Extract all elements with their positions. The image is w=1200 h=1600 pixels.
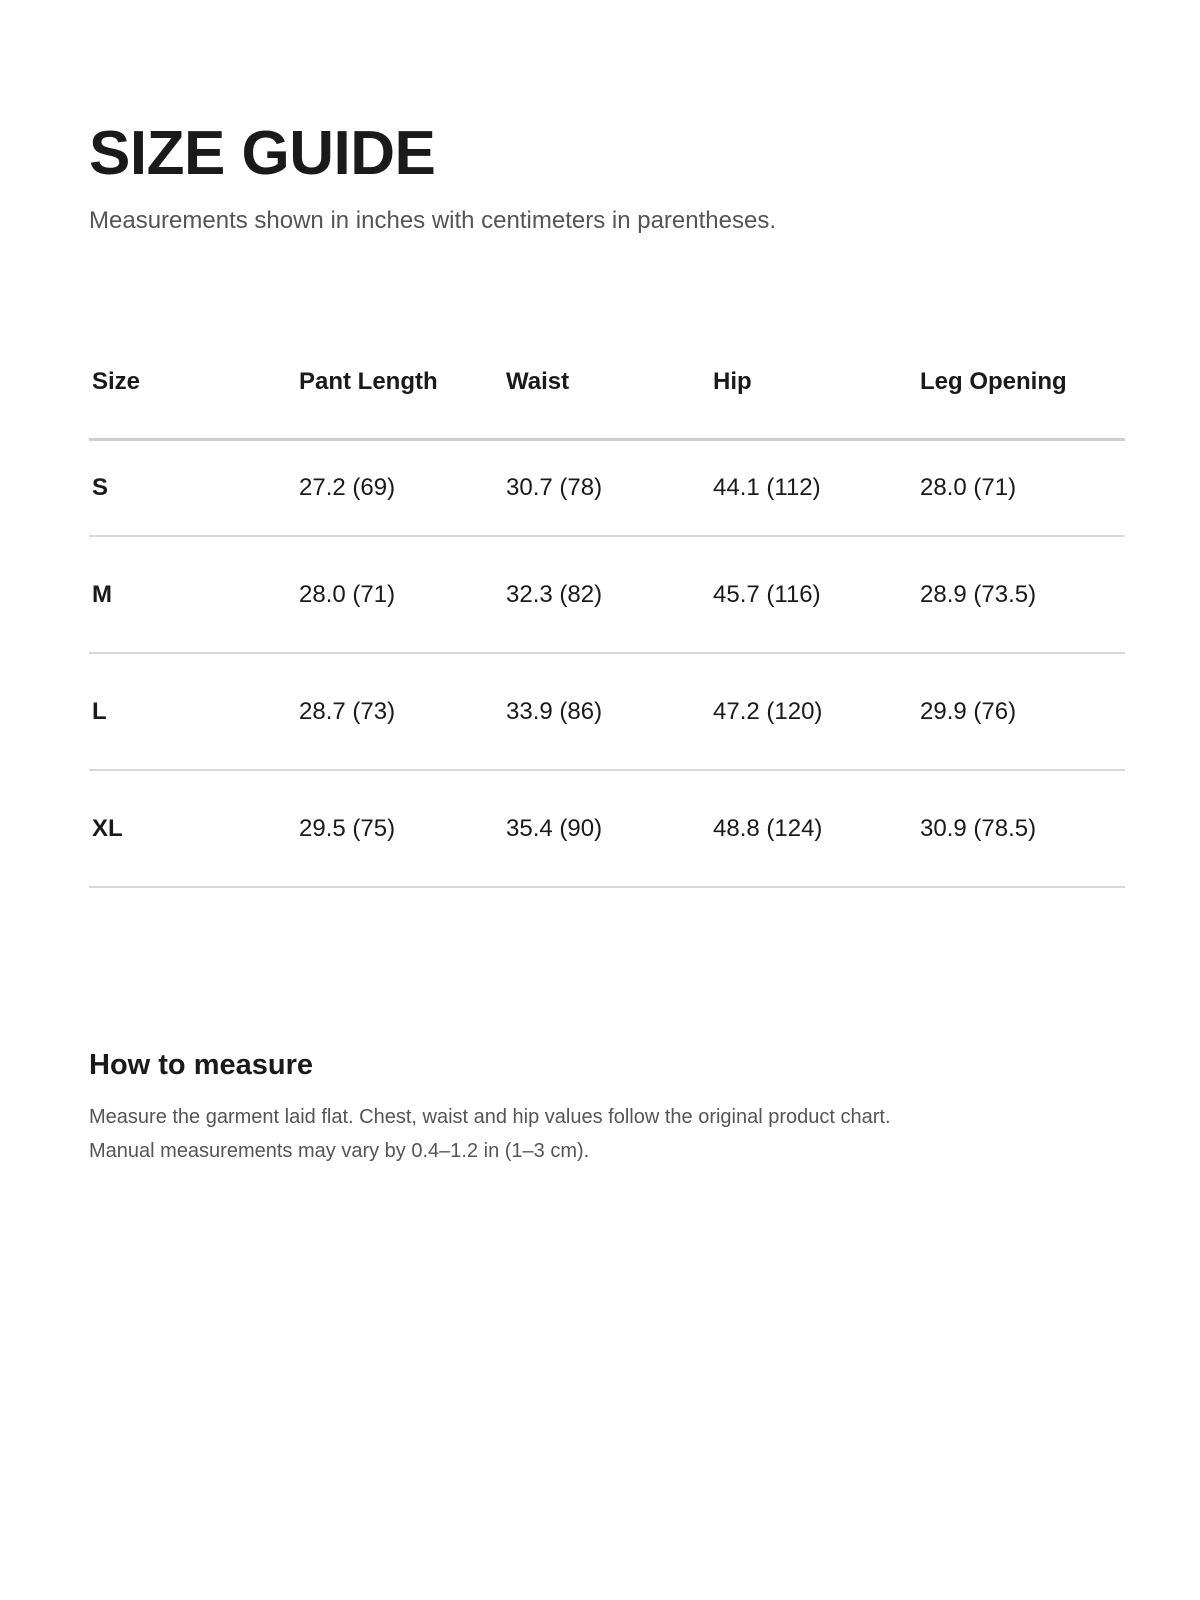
leg-opening-cell: 28.0 (71) <box>920 474 1017 501</box>
measure-line: Manual measurements may vary by 0.4–1.2 in (1–3 cm). <box>89 1140 590 1162</box>
pant-length-cell: 28.7 (73) <box>299 697 396 725</box>
table-row <box>89 537 1125 654</box>
waist-cell: 35.4 (90) <box>506 814 603 842</box>
hip-cell: 47.2 (120) <box>713 697 823 725</box>
size-cell: S <box>92 474 109 501</box>
table-row <box>89 441 1125 537</box>
pant-length-cell: 29.5 (75) <box>299 814 396 842</box>
header-leg-opening: Leg Opening <box>920 368 1067 395</box>
hip-cell: 44.1 (112) <box>713 474 821 501</box>
size-cell: XL <box>92 814 123 842</box>
waist-cell: 32.3 (82) <box>506 580 603 608</box>
size-cell: M <box>92 580 112 608</box>
table-row <box>89 771 1125 888</box>
pant-length-cell: 28.0 (71) <box>299 580 396 608</box>
leg-opening-cell: 28.9 (73.5) <box>920 580 1037 608</box>
table-row <box>89 654 1125 771</box>
leg-opening-cell: 29.9 (76) <box>920 697 1017 725</box>
size-table <box>89 355 1125 888</box>
how-to-measure-text <box>89 1100 891 1168</box>
size-cell: L <box>92 697 107 725</box>
header-hip: Hip <box>713 368 752 395</box>
hip-cell: 48.8 (124) <box>713 814 823 842</box>
header-pant-length: Pant Length <box>299 368 438 395</box>
waist-cell: 33.9 (86) <box>506 697 603 725</box>
table-header-row <box>89 355 1125 441</box>
page-subtitle: Measurements shown in inches with centimeters in parentheses. <box>89 207 776 234</box>
pant-length-cell: 27.2 (69) <box>299 474 396 501</box>
measure-line: Measure the garment laid flat. Chest, waist and hip values follow the original product chart. <box>89 1106 891 1128</box>
leg-opening-cell: 30.9 (78.5) <box>920 814 1037 842</box>
waist-cell: 30.7 (78) <box>506 474 603 501</box>
header-waist: Waist <box>506 368 570 395</box>
how-to-measure-heading: How to measure <box>89 1049 313 1081</box>
page-title: SIZE GUIDE <box>89 119 436 188</box>
header-size: Size <box>92 368 141 395</box>
hip-cell: 45.7 (116) <box>713 580 821 608</box>
